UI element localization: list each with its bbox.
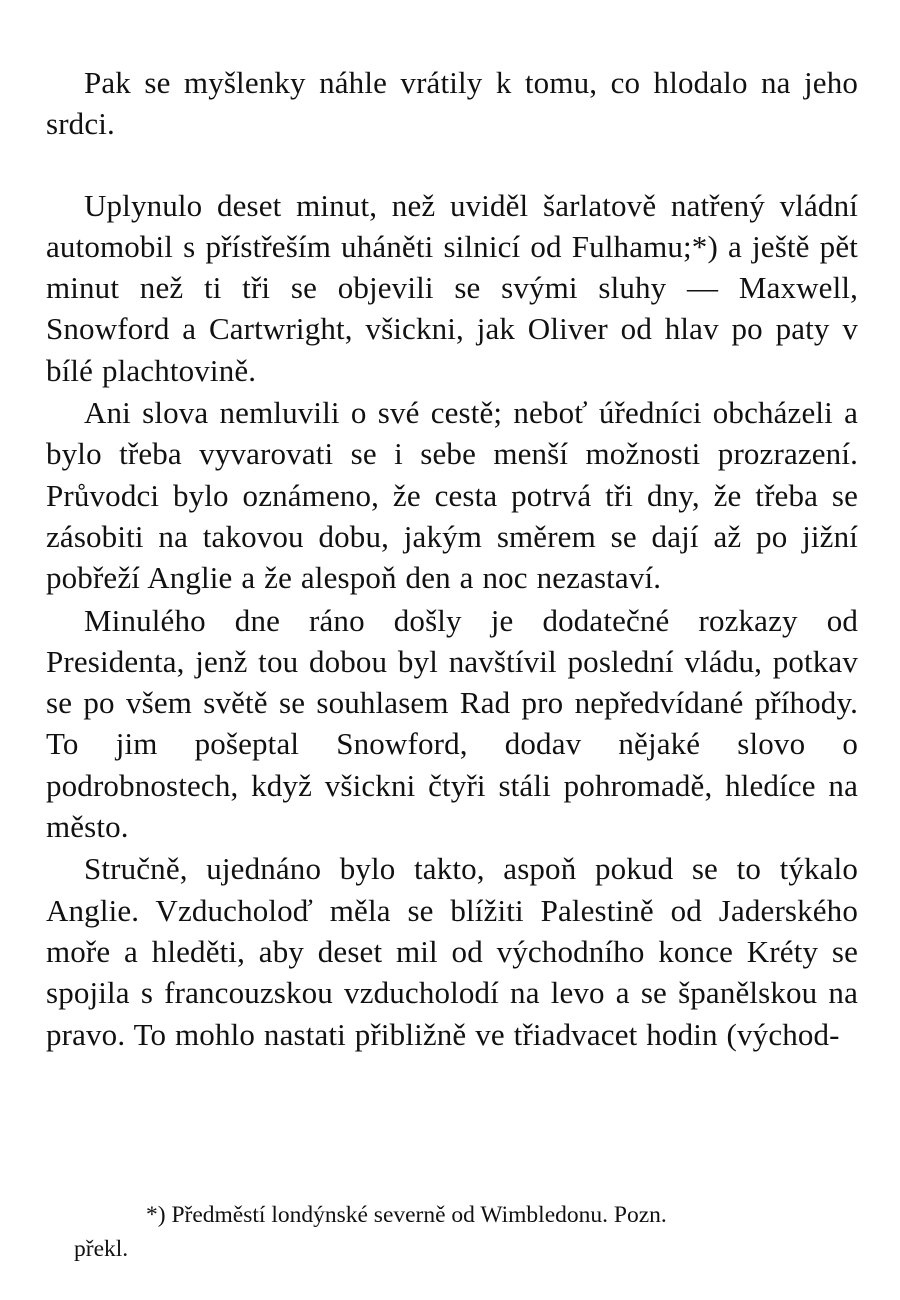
footnote [74, 1198, 854, 1266]
paragraph-5: Stručně, ujednáno bylo takto, aspoň pokud se to týkalo Anglie. Vzducholoď měla se blížiti Palestině od Jaderského moře a hleděti, aby deset mil od východního konce Kréty se spojila s francouzskou vzducholodí na levo a se španělskou na pravo. To mohlo nastati přibližně ve třiadvacet hodin (východ- [46, 851, 858, 1052]
paragraph-1: Pak se myšlenky náhle vrátily k tomu, co hlodalo na jeho srdci. [46, 65, 858, 142]
paragraph-2: Uplynulo deset minut, než uviděl šarlatově natřený vládní automobil s přístřeším uháněti silnicí od Fulhamu;*) a ještě pět minut než ti tři se objevili se svými sluhy — Maxwell, Snowford a Cartwright, všickni, jak Oliver od hlav po paty v bílé plachtovině. [46, 187, 858, 388]
footnote-line-1: *) Předměstí londýnské severně od Wimbledonu. Pozn. [146, 1202, 667, 1228]
paragraph-4: Minulého dne ráno došly je dodatečné rozkazy od Presidenta, jenž tou dobou byl navštívil poslední vládu, potkav se po všem světě se souhlasem Rad pro nepředvídané příhody. To jim pošeptal Snowford, dodav nějaké slovo o podrobnostech, když všickni čtyři stáli pohromadě, hledíce na město. [46, 602, 858, 845]
page-body [46, 62, 858, 1055]
paragraph-3: Ani slova nemluvili o své cestě; neboť úředníci obcházeli a bylo třeba vyvarovati se i sebe menší možnosti prozrazení. Průvodci bylo oznámeno, že cesta potrvá tři dny, že třeba se zásobiti na takovou dobu, jakým směrem se dají až po jižní pobřeží Anglie a že alespoň den a noc nezastaví. [46, 395, 858, 596]
footnote-line-2: překl. [74, 1236, 129, 1262]
